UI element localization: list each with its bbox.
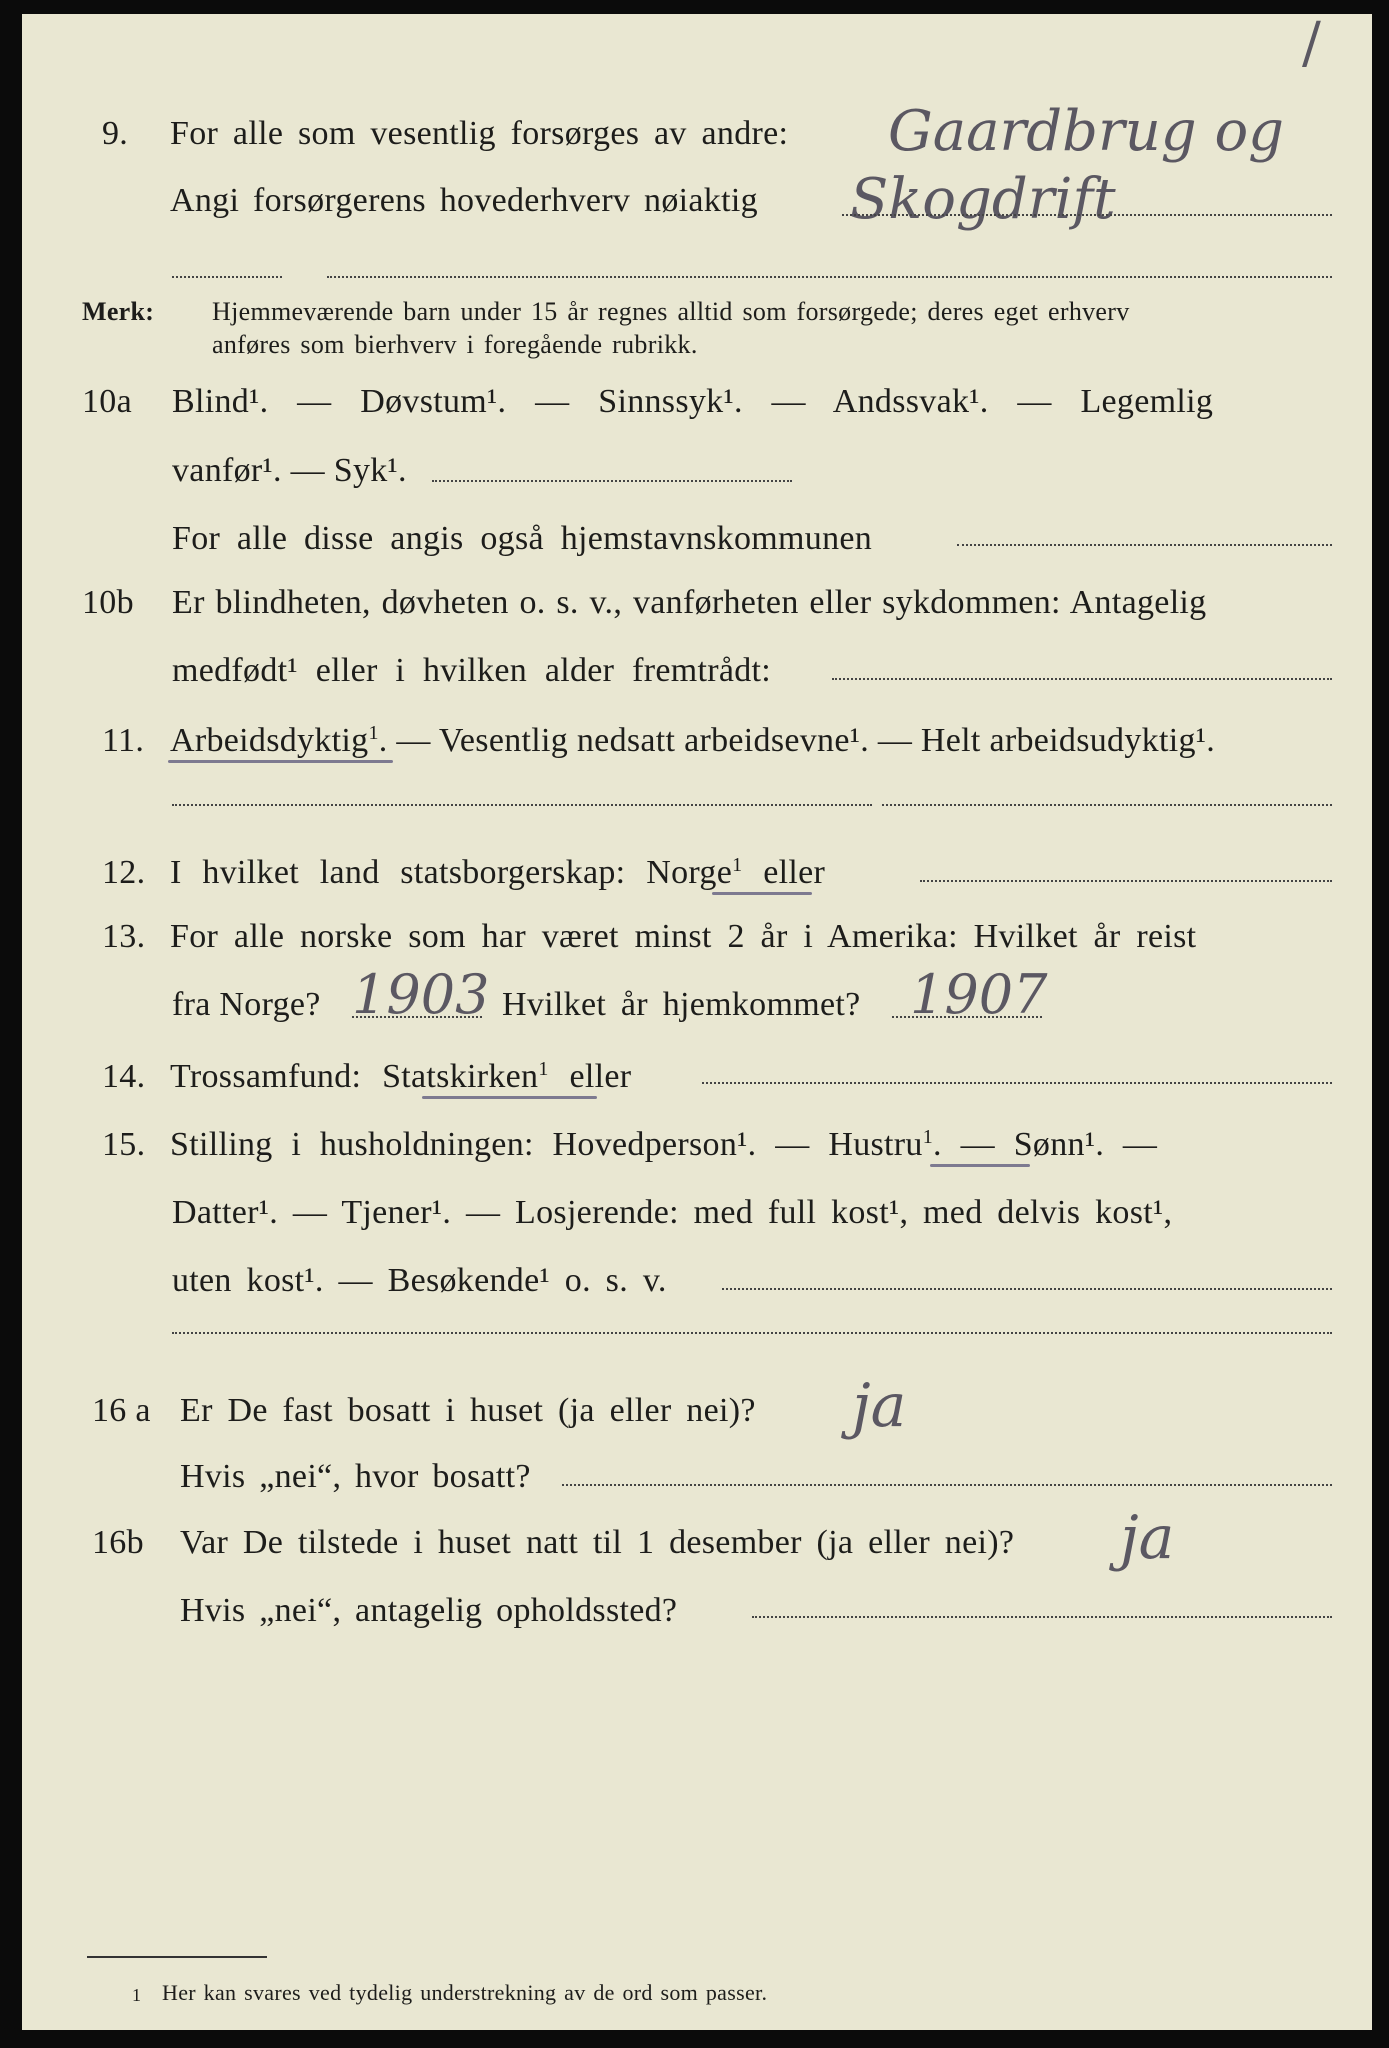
merk-line2: anføres som bierhverv i foregående rubrikk.: [212, 330, 698, 359]
footnote-rule: [87, 1956, 267, 1958]
q15-suffix: . — Sønn¹. —: [933, 1126, 1158, 1163]
q16b-line2: Hvis „nei“, antagelig opholdssted?: [180, 1592, 678, 1629]
q12-line: I hvilket land statsborgerskap: Norge$^1$ eller: [170, 854, 826, 891]
q16a-number: 16 a: [92, 1392, 151, 1429]
q10b-number: 10b: [82, 584, 134, 621]
q16a-handwritten-answer: ja: [852, 1371, 907, 1441]
q11-underline: [168, 760, 393, 763]
q11-number: 11.: [102, 722, 145, 759]
q14-number: 14.: [102, 1058, 146, 1095]
footnote-text: Her kan svares ved tydelig understrekning av de ord som passer.: [162, 1980, 768, 2005]
q9-handwritten-occupation-1: Gaardbrug og: [888, 99, 1285, 164]
q12-underline: [712, 892, 812, 895]
q9-line2: Angi forsørgerens hovederhverv nøiaktig: [170, 182, 758, 219]
q13-line1: For alle norske som har været minst 2 år i Amerika: Hvilket år reist: [170, 918, 1197, 955]
q16b-handwritten-answer: ja: [1120, 1503, 1175, 1573]
q14-suffix: eller: [569, 1058, 632, 1095]
merk-line1: Hjemmeværende barn under 15 år regnes alltid som forsørgede; deres eget erhverv: [212, 297, 1130, 326]
q15-line1: Stilling i husholdningen: Hovedperson¹. — Hustru$^1$. — Sønn¹. —: [170, 1126, 1158, 1163]
q9-handwritten-occupation-2: Skogdrift: [850, 167, 1116, 232]
q9-answer-line: [842, 214, 1332, 216]
q9-line1: For alle som vesentlig forsørges av andre:: [170, 115, 789, 152]
q10a-answer-line-2: [957, 544, 1332, 546]
q16b-number: 16b: [92, 1524, 144, 1561]
q9-extra-line-b: [327, 276, 1332, 278]
q16b-line1: Var De tilstede i huset natt til 1 desember (ja eller nei)?: [180, 1524, 1015, 1561]
q15-option-hustru[interactable]: Hustru: [828, 1126, 923, 1163]
q13-prefix: fra Norge?: [172, 986, 321, 1023]
q11-line: Arbeidsdyktig$^1$. — Vesentlig nedsatt arbeidsevne¹. — Helt arbeidsudyktig¹.: [170, 722, 1216, 759]
footnote-mark: 1: [132, 1985, 142, 2005]
q10a-line1: Blind¹. — Døvstum¹. — Sinnssyk¹. — Andssvak¹. — Legemlig: [172, 383, 1214, 420]
census-form-page: [22, 11, 1372, 2030]
q15-line2: Datter¹. — Tjener¹. — Losjerende: med full kost¹, med delvis kost¹,: [172, 1194, 1173, 1231]
q14-option-statskirken[interactable]: Statskirken: [382, 1058, 539, 1095]
corner-mark: /: [1302, 11, 1321, 76]
q11-option-arbeidsdyktig[interactable]: Arbeidsdyktig: [170, 722, 369, 759]
q10b-line1: Er blindheten, døvheten o. s. v., vanførheten eller sykdommen: Antagelig: [172, 584, 1207, 621]
q9-number: 9.: [102, 115, 129, 152]
q13-number: 13.: [102, 918, 146, 955]
q15-answer-line-2: [172, 1332, 1332, 1334]
q9-extra-line-a: [172, 276, 282, 278]
q16a-line2: Hvis „nei“, hvor bosatt?: [180, 1458, 531, 1495]
q15-number: 15.: [102, 1126, 146, 1163]
q10a-answer-line-1: [432, 480, 792, 482]
q16a-line1: Er De fast bosatt i huset (ja eller nei)?: [180, 1392, 756, 1429]
q10a-line2: vanfør¹. — Syk¹.: [172, 452, 407, 489]
q10b-answer-line: [832, 678, 1332, 680]
q12-prefix: I hvilket land statsborgerskap:: [170, 854, 626, 891]
q16a-answer-line: [562, 1484, 1332, 1486]
q14-line: Trossamfund: Statskirken$^1$ eller: [170, 1058, 632, 1095]
q14-answer-line: [702, 1082, 1332, 1084]
q12-answer-line: [920, 880, 1332, 882]
q16b-answer-line: [752, 1616, 1332, 1618]
q13-handwritten-year-left: 1903: [352, 963, 490, 1026]
q11-answer-line-b: [882, 804, 1332, 806]
q10a-line3: For alle disse angis også hjemstavnskommunen: [172, 520, 873, 557]
q13-handwritten-year-returned: 1907: [910, 963, 1048, 1026]
q11-answer-line-a: [172, 804, 872, 806]
q13-middle: Hvilket år hjemkommet?: [502, 986, 861, 1023]
q14-prefix: Trossamfund:: [170, 1058, 362, 1095]
q15-underline: [930, 1164, 1030, 1167]
q13-answer-line-1: [352, 1016, 482, 1018]
q15-prefix: Stilling i husholdningen: Hovedperson¹. —: [170, 1126, 810, 1163]
q10b-line2: medfødt¹ eller i hvilken alder fremtrådt:: [172, 652, 772, 689]
q15-answer-line-1: [722, 1288, 1332, 1290]
q10a-number: 10a: [82, 383, 132, 420]
q15-line3: uten kost¹. — Besøkende¹ o. s. v.: [172, 1262, 667, 1299]
q11-rest: . — Vesentlig nedsatt arbeidsevne¹. — Helt arbeidsudyktig¹.: [378, 722, 1216, 759]
q12-option-norge[interactable]: Norge: [646, 854, 733, 891]
q14-underline: [422, 1096, 597, 1099]
q13-answer-line-2: [892, 1016, 1042, 1018]
q12-suffix: eller: [763, 854, 826, 891]
q12-number: 12.: [102, 854, 146, 891]
merk-label: Merk:: [82, 297, 155, 326]
